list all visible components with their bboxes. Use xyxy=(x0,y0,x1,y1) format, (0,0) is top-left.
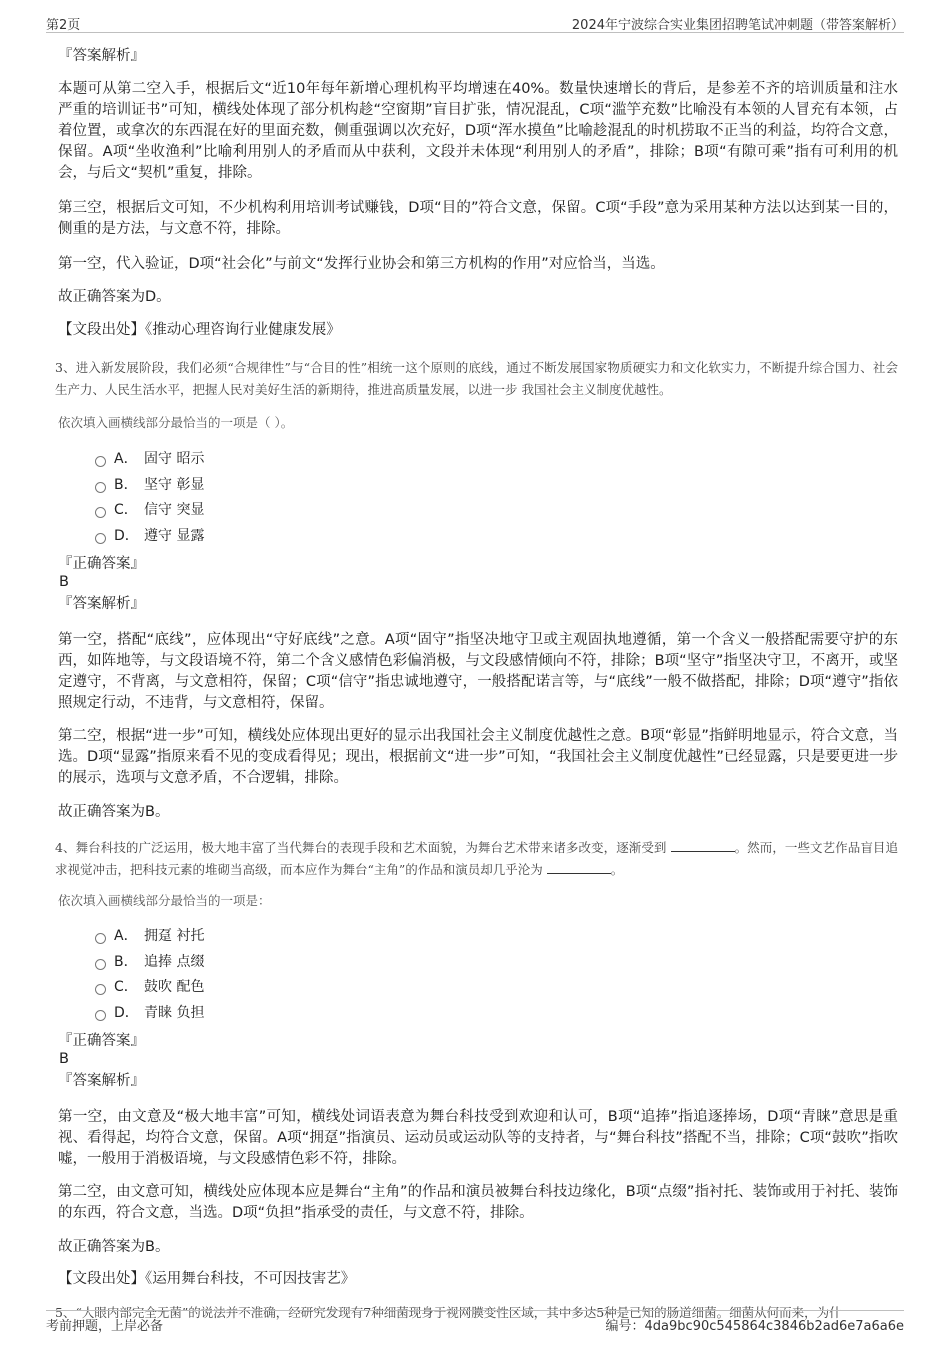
document-code: 编号：4da9bc90c545864c3846b2ad6e7a6a6e xyxy=(605,1319,904,1334)
q2-conclusion: 故正确答案为D。 xyxy=(58,289,171,305)
q4-analysis-p2: 第二空，由文意可知，横线处应体现本应是舞台“主角”的作品和演员被舞台科技边缘化，B项“点缀”指衬托、装饰或用于衬托、装饰的东西，符合文意，当选。D项“负担”指承受的责任，与文意不符，排除。 xyxy=(58,1184,898,1221)
q4-options xyxy=(95,924,898,1026)
fill-blank xyxy=(671,839,735,852)
q4-question: 4、舞台科技的广泛运用，极大地丰富了当代舞台的表现手段和艺术面貌，为舞台艺术带来诸多改变，逐渐受到 。然而，一些文艺作品盲目追求视觉冲击，把科技元素的堆砌当高级，而本应作为舞台“主角”的作品和演员却几乎沦为 。 xyxy=(55,840,898,877)
radio-icon[interactable] xyxy=(95,507,106,518)
q3-prompt: 依次填入画横线部分最恰当的一项是（ ）。 xyxy=(58,415,294,430)
q3-option-d[interactable]: D． 遵守 显露 xyxy=(95,524,898,550)
q4-correct-label: 『正确答案』 xyxy=(58,1033,145,1049)
q4-analysis-p1: 第一空，由文意及“极大地丰富”可知，横线处词语表意为舞台科技受到欢迎和认可，B项“追捧”指追逐捧场，D项“青睐”意思是重视、看得起，均符合文意，保留。A项“拥趸”指演员、运动员或运动队等的支持者，与“舞台科技”搭配不当，排除；C项“鼓吹”指吹嘘，一般用于消极语境，与文段感情色彩不符，排除。 xyxy=(58,1109,898,1167)
q3-correct-label: 『正确答案』 xyxy=(58,556,145,572)
q3-option-c[interactable]: C． 信守 突显 xyxy=(95,498,898,524)
radio-icon[interactable] xyxy=(95,1010,106,1021)
page-footer xyxy=(46,1310,904,1333)
radio-icon[interactable] xyxy=(95,482,106,493)
document-title: 2024年宁波综合实业集团招聘笔试冲刺题（带答案解析） xyxy=(571,18,904,33)
radio-icon[interactable] xyxy=(95,533,106,544)
q3-analysis-label: 『答案解析』 xyxy=(58,596,145,612)
q3-correct-answer: B xyxy=(59,574,69,590)
q2-analysis-p2: 第三空，根据后文可知，不少机构利用培训考试赚钱，D项“目的”符合文意，保留。C项“手段”意为采用某种方法以达到某一目的，侧重的是方法，与文意不符，排除。 xyxy=(58,200,898,237)
q4-source: 【文段出处】《运用舞台科技，不可因技害艺》 xyxy=(58,1271,356,1287)
q4-option-a[interactable]: A． 拥趸 衬托 xyxy=(95,924,898,950)
q3-analysis-p2: 第二空，根据“进一步”可知，横线处应体现出更好的显示出我国社会主义制度优越性之意。B项“彰显”指鲜明地显示，符合文意，当选。D项“显露”指原来看不见的变成看得见；现出，根据前文“进一步”可知，“我国社会主义制度优越性”已经显露，只是要更进一步的展示，选项与文意矛盾，不合逻辑，排除。 xyxy=(58,728,898,786)
q4-option-c[interactable]: C． 鼓吹 配色 xyxy=(95,975,898,1001)
q3-options xyxy=(95,447,898,549)
q4-conclusion: 故正确答案为B。 xyxy=(58,1239,170,1255)
q2-analysis-label: 『答案解析』 xyxy=(58,48,145,64)
radio-icon[interactable] xyxy=(95,959,106,970)
q2-analysis-p1: 本题可从第二空入手，根据后文“近10年每年新增心理机构平均增速在40%。数量快速增长的背后，是参差不齐的培训质量和注水严重的培训证书”可知，横线处体现了部分机构趁“空窗期”盲目扩张，情况混乱，C项“滥竽充数”比喻没有本领的人冒充有本领，占着位置，或拿次的东西混在好的里面充数，侧重强调以次充好，D项“浑水摸鱼”比喻趁混乱的时机捞取不正当的利益，均符合文意，保留。A项“坐收渔利”比喻利用别人的矛盾而从中获利，文段并未体现“利用别人的矛盾”，排除；B项“有隙可乘”指有可利用的机会，与后文“契机”重复，排除。 xyxy=(58,81,898,181)
q4-correct-answer: B xyxy=(59,1051,69,1067)
page-number: 第2页 xyxy=(46,18,81,33)
q3-option-b[interactable]: B． 坚守 彰显 xyxy=(95,473,898,499)
q3-option-a[interactable]: A． 固守 昭示 xyxy=(95,447,898,473)
q4-analysis-label: 『答案解析』 xyxy=(58,1073,145,1089)
q4-option-d[interactable]: D． 青睐 负担 xyxy=(95,1001,898,1027)
fill-blank xyxy=(547,861,611,874)
q3-question: 3、进入新发展阶段，我们必须“合规律性”与“合目的性”相统一这个原则的底线，通过不断发展国家物质硬实力和文化软实力，不断提升综合国力、社会生产力、人民生活水平，把握人民对美好生活的新期待，推进高质量发展，以进一步 我国社会主义制度优越性。 xyxy=(55,360,898,397)
footer-slogan: 考前押题，上岸必备 xyxy=(46,1319,164,1334)
radio-icon[interactable] xyxy=(95,984,106,995)
q3-conclusion: 故正确答案为B。 xyxy=(58,804,170,820)
radio-icon[interactable] xyxy=(95,456,106,467)
q2-analysis-p3: 第一空，代入验证，D项“社会化”与前文“发挥行业协会和第三方机构的作用”对应恰当，当选。 xyxy=(58,256,665,272)
q4-option-b[interactable]: B． 追捧 点缀 xyxy=(95,950,898,976)
page-header xyxy=(46,12,904,33)
q4-prompt: 依次填入画横线部分最恰当的一项是： xyxy=(58,893,271,908)
document-content xyxy=(55,46,898,1324)
q5-question: 5、“人眼内部完全无菌”的说法并不准确，经研究发现有7种细菌现身于视网膜变性区域，其中多达5种是已知的肠道细菌。细菌从何而来，为什 xyxy=(55,1305,842,1320)
radio-icon[interactable] xyxy=(95,933,106,944)
q3-analysis-p1: 第一空，搭配“底线”，应体现出“守好底线”之意。A项“固守”指坚决地守卫或主观固执地遵循，第一个含义一般搭配需要守护的东西，如阵地等，与文段语境不符，第二个含义感情色彩偏消极，与文段感情倾向不符，排除；B项“坚守”指坚决守卫，不离开，或坚定遵守，不背离，与文意相符，保留；C项“信守”指忠诚地遵守，一般搭配诺言等，与“底线”一般不做搭配，排除；D项“遵守”指依照规定行动，不违背，与文意相符，保留。 xyxy=(58,632,898,711)
q2-source: 【文段出处】《推动心理咨询行业健康发展》 xyxy=(58,322,341,338)
